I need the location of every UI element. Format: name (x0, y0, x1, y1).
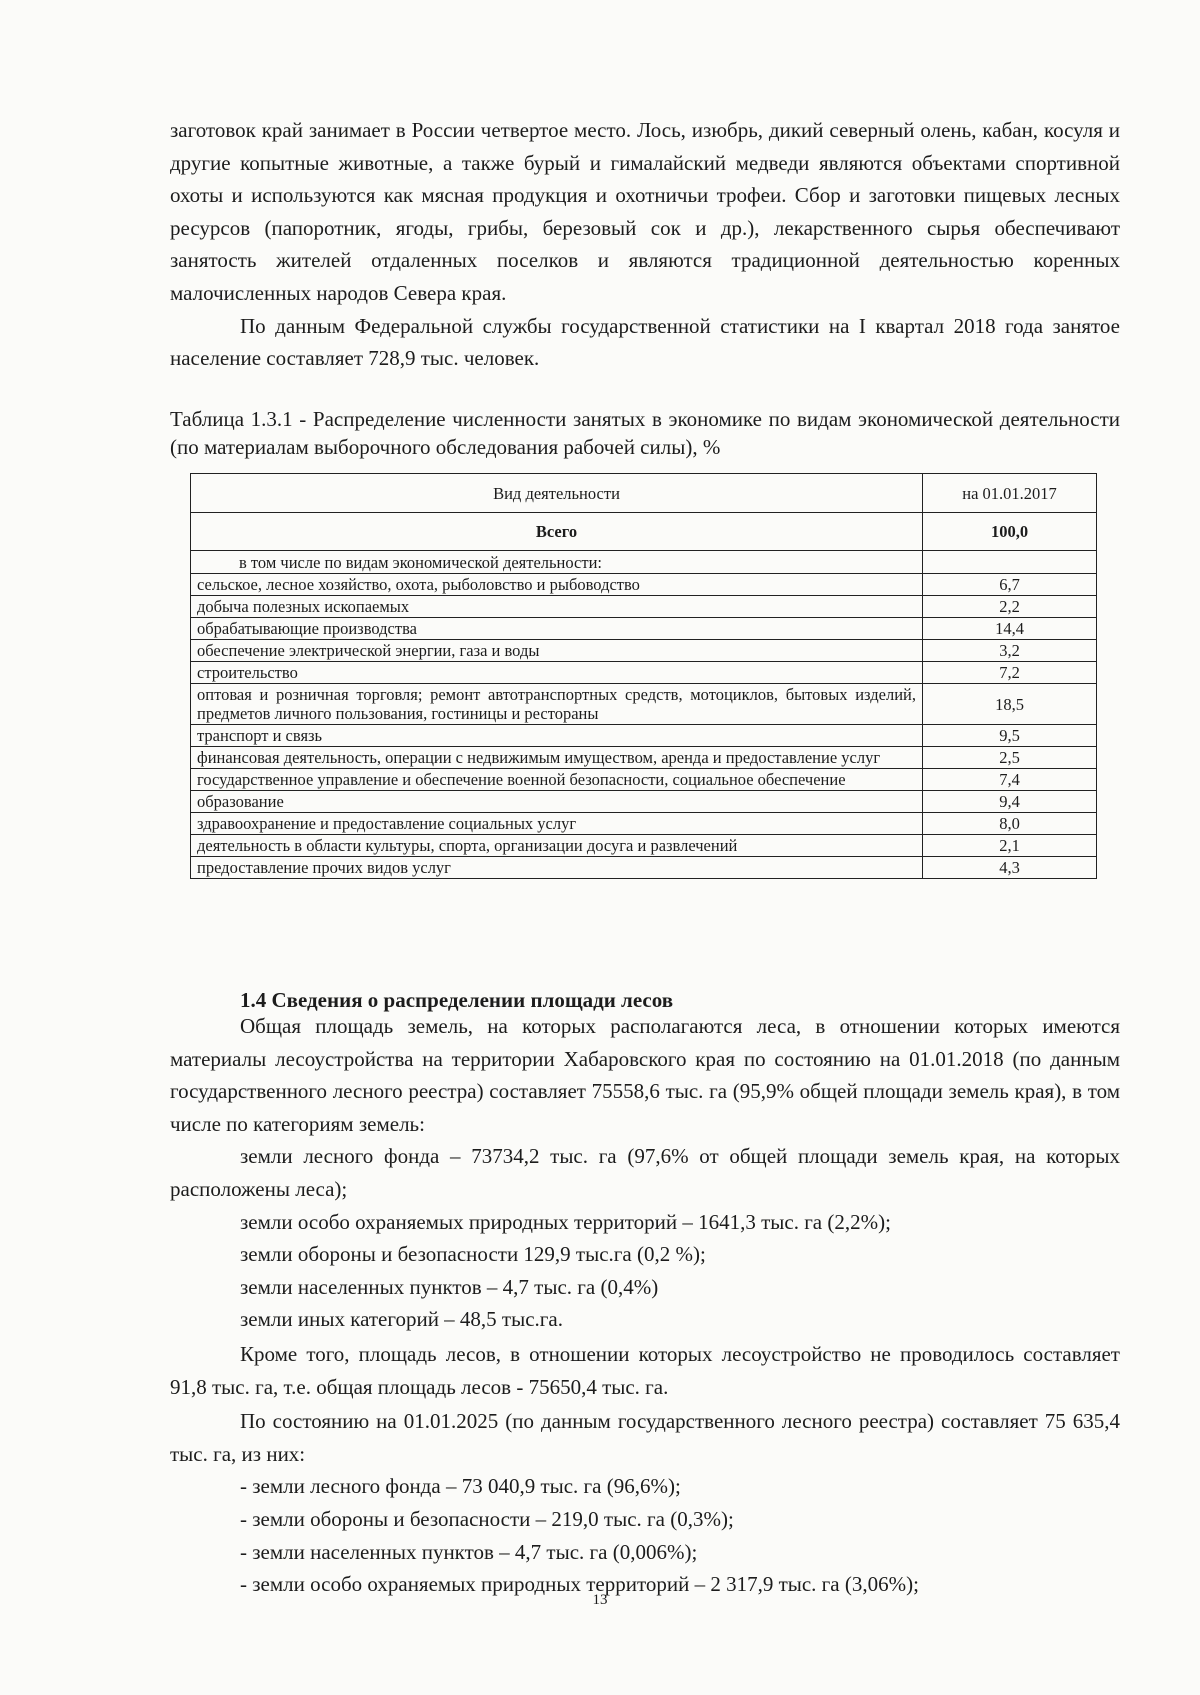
paragraph-population: По данным Федеральной службы государственной статистики на I квартал 2018 года занятое население составляет 728,9 тыс. человек. (170, 313, 1120, 371)
table-subheader-row (191, 551, 1097, 574)
row-value: 7,4 (923, 769, 1097, 791)
employment-table (190, 473, 1097, 879)
table-row (191, 725, 1097, 747)
total-label: Всего (191, 513, 923, 551)
page-number: 13 (592, 1592, 608, 1608)
header-activity: Вид деятельности (191, 474, 923, 513)
subheader-label: в том числе по видам экономической деятельности: (191, 551, 923, 574)
table-row (191, 640, 1097, 662)
category-other: земли иных категорий – 48,5 тыс.га. (240, 1307, 563, 1332)
section-title: 1.4 Сведения о распределении площади лесов (240, 988, 674, 1012)
category-2025-forest-fund: - земли лесного фонда – 73 040,9 тыс. га (96,6%); (240, 1474, 681, 1499)
table-row (191, 618, 1097, 640)
category-defense: земли обороны и безопасности 129,9 тыс.га (0,2 %); (240, 1242, 706, 1267)
category-forest-fund: земли лесного фонда – 73734,2 тыс. га (97,6% от общей площади земель края, на которых расположены леса); (170, 1144, 1120, 1201)
row-label: оптовая и розничная торговля; ремонт автотранспортных средств, мотоциклов, бытовых изделий, предметов личного пользования, гостиницы и рестораны (191, 684, 923, 725)
table-total-row (191, 513, 1097, 551)
table-row (191, 596, 1097, 618)
table-caption: Таблица 1.3.1 - Распределение численности занятых в экономике по видам экономической деятельности (по материалам выборочного обследования рабочей силы), % (170, 407, 1120, 459)
row-value: 2,2 (923, 596, 1097, 618)
section-intro: Общая площадь земель, на которых располагаются леса, в отношении которых имеются материалы лесоустройства на территории Хабаровского края по состоянию на 01.01.2018 (по данным государственного лесного реестра) составляет 75558,6 тыс. га (95,9% общей площади земель края), в том числе по категориям земель: (170, 1014, 1120, 1136)
table-header-row (191, 474, 1097, 513)
row-label: государственное управление и обеспечение военной безопасности, социальное обеспечение (191, 769, 923, 791)
table-row (191, 813, 1097, 835)
category-protected: земли особо охраняемых природных территорий – 1641,3 тыс. га (2,2%); (240, 1209, 891, 1234)
row-value: 18,5 (923, 684, 1097, 725)
row-label: здравоохранение и предоставление социальных услуг (191, 813, 923, 835)
category-2025-settlements: - земли населенных пунктов – 4,7 тыс. га (0,006%); (240, 1539, 698, 1564)
row-label: финансовая деятельность, операции с недвижимым имуществом, аренда и предоставление услуг (191, 747, 923, 769)
row-label: добыча полезных ископаемых (191, 596, 923, 618)
row-value: 7,2 (923, 662, 1097, 684)
row-value: 14,4 (923, 618, 1097, 640)
row-label: сельское, лесное хозяйство, охота, рыболовство и рыбоводство (191, 574, 923, 596)
row-value: 2,1 (923, 835, 1097, 857)
table-row (191, 574, 1097, 596)
row-label: деятельность в области культуры, спорта, организации досуга и развлечений (191, 835, 923, 857)
intro-text (170, 114, 1120, 375)
subheader-empty (923, 551, 1097, 574)
table-row (191, 835, 1097, 857)
row-value: 6,7 (923, 574, 1097, 596)
section-body (170, 1010, 1120, 1601)
header-date: на 01.01.2017 (923, 474, 1097, 513)
row-value: 9,5 (923, 725, 1097, 747)
row-label: транспорт и связь (191, 725, 923, 747)
table-row (191, 791, 1097, 813)
table-row (191, 684, 1097, 725)
row-value: 8,0 (923, 813, 1097, 835)
paragraph-extra: Кроме того, площадь лесов, в отношении которых лесоустройство не проводилось составляет 91,8 тыс. га, т.е. общая площадь лесов - 75650,4 тыс. га. (170, 1341, 1120, 1399)
row-label: образование (191, 791, 923, 813)
table-row (191, 662, 1097, 684)
row-label: обрабатывающие производства (191, 618, 923, 640)
paragraph-hunting: заготовок край занимает в России четвертое место. Лось, изюбрь, дикий северный олень, кабан, косуля и другие копытные животные, а также бурый и гималайский медведи являются объектами спортивной охоты и используются как мясная продукция и охотничьи трофеи. Сбор и заготовки пищевых лесных ресурсов (папоротник, ягоды, грибы, березовый сок и др.), лекарственного сырья обеспечивают занятость жителей отдаленных поселков и являются традиционной деятельностью коренных малочисленных народов Севера края. (170, 118, 1120, 305)
table-row (191, 857, 1097, 879)
row-label: обеспечение электрической энергии, газа и воды (191, 640, 923, 662)
row-label: предоставление прочих видов услуг (191, 857, 923, 879)
row-value: 2,5 (923, 747, 1097, 769)
row-label: строительство (191, 662, 923, 684)
category-2025-protected: - земли особо охраняемых природных территорий – 2 317,9 тыс. га (3,06%); (240, 1572, 919, 1597)
row-value: 3,2 (923, 640, 1097, 662)
row-value: 9,4 (923, 791, 1097, 813)
category-2025-defense: - земли обороны и безопасности – 219,0 тыс. га (0,3%); (240, 1506, 734, 1531)
table-row (191, 769, 1097, 791)
total-value: 100,0 (923, 513, 1097, 551)
table-row (191, 747, 1097, 769)
category-settlements: земли населенных пунктов – 4,7 тыс. га (0,4%) (240, 1274, 659, 1299)
row-value: 4,3 (923, 857, 1097, 879)
paragraph-2025: По состоянию на 01.01.2025 (по данным государственного лесного реестра) составляет 75 635,4 тыс. га, из них: (170, 1409, 1120, 1466)
